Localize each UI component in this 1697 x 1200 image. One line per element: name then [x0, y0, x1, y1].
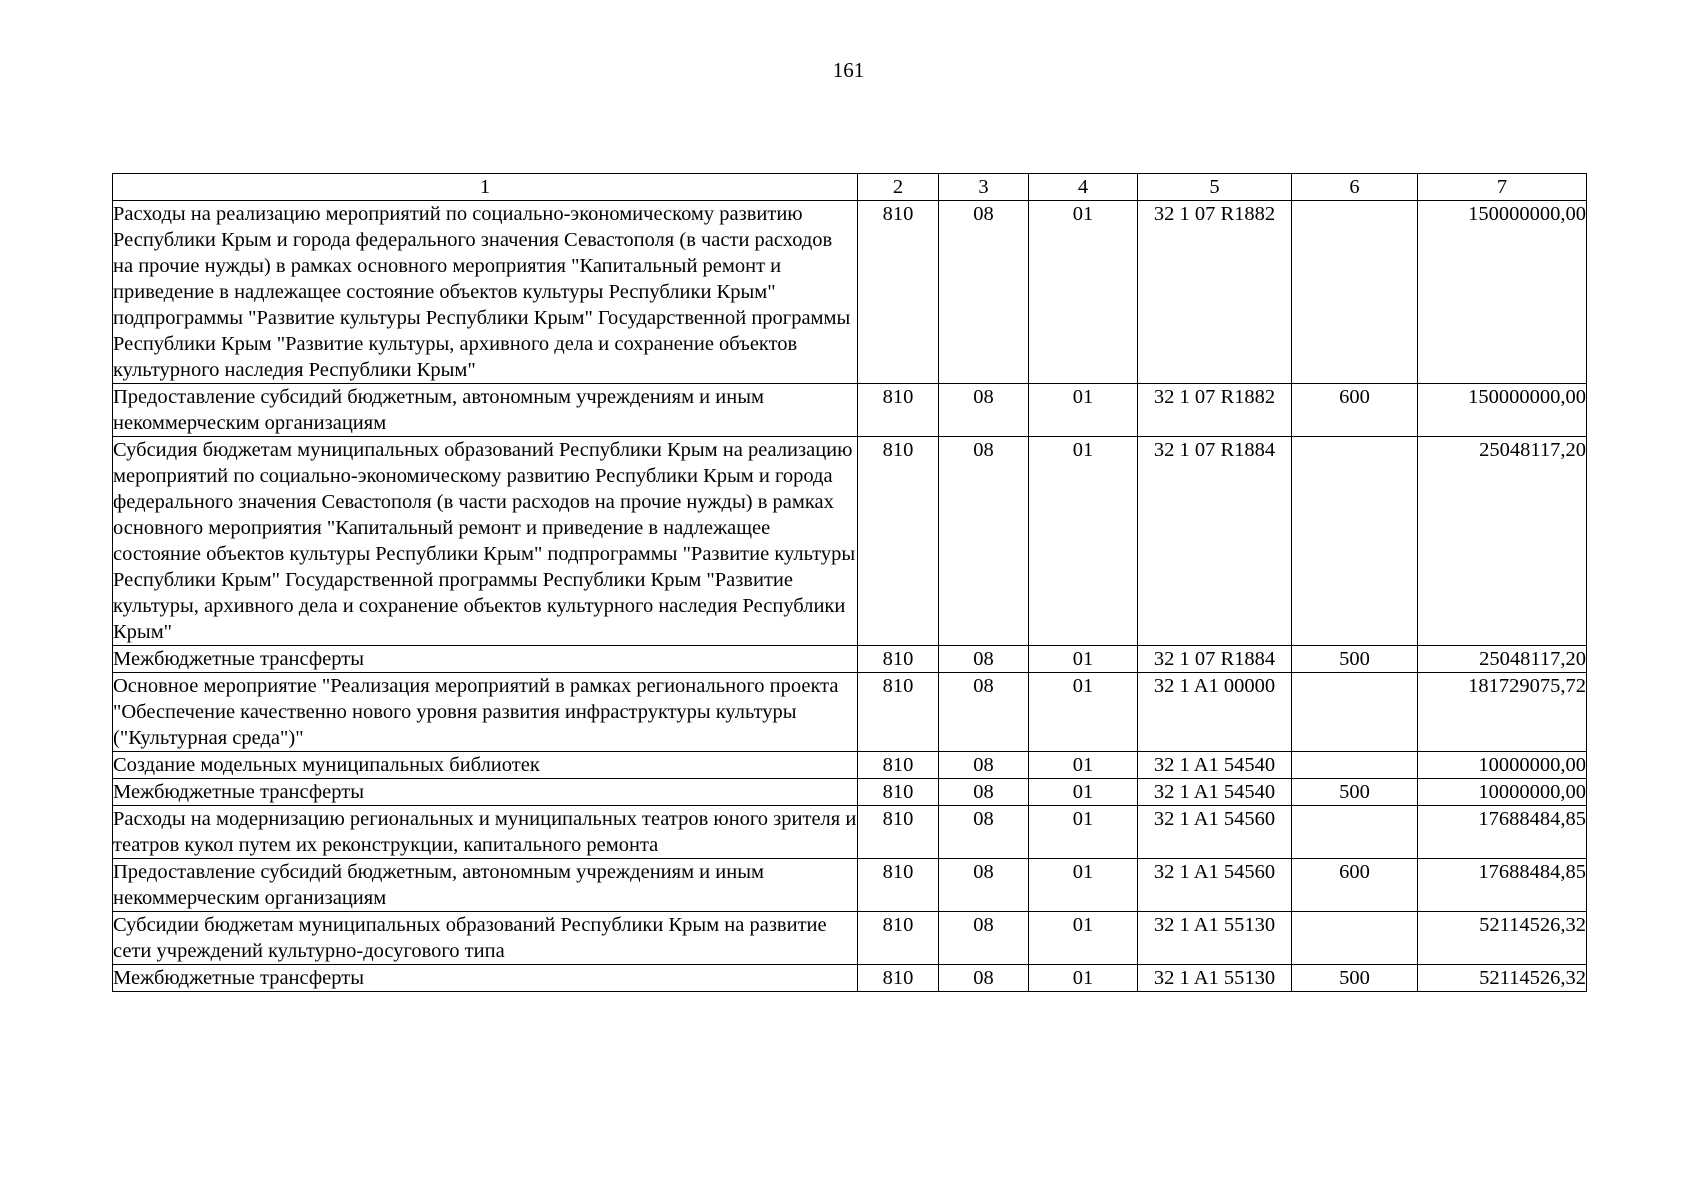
- row-col4: 01: [1029, 201, 1138, 384]
- row-col4: 01: [1029, 806, 1138, 859]
- row-col2: 810: [858, 673, 939, 752]
- table-row: [113, 752, 1587, 779]
- row-col4: 01: [1029, 646, 1138, 673]
- row-description: Основное мероприятие "Реализация мероприятий в рамках регионального проекта "Обеспечение качественно нового уровня развития инфраструктуры культуры ("Культурная среда")": [113, 673, 858, 752]
- row-col5: 32 1 07 R1882: [1138, 201, 1292, 384]
- row-col3: 08: [939, 859, 1029, 912]
- row-col6: 600: [1292, 384, 1418, 437]
- row-col2: 810: [858, 806, 939, 859]
- row-col2: 810: [858, 646, 939, 673]
- column-header-2: 2: [858, 174, 939, 201]
- row-description: Межбюджетные трансферты: [113, 779, 858, 806]
- row-col5: 32 1 A1 55130: [1138, 912, 1292, 965]
- row-col6: 600: [1292, 859, 1418, 912]
- row-col6: 500: [1292, 779, 1418, 806]
- row-description: Предоставление субсидий бюджетным, автономным учреждениям и иным некоммерческим организациям: [113, 384, 858, 437]
- row-col4: 01: [1029, 912, 1138, 965]
- column-header-5: 5: [1138, 174, 1292, 201]
- row-col2: 810: [858, 965, 939, 992]
- row-col5: 32 1 A1 00000: [1138, 673, 1292, 752]
- row-amount: 17688484,85: [1418, 806, 1587, 859]
- row-amount: 10000000,00: [1418, 752, 1587, 779]
- row-col2: 810: [858, 859, 939, 912]
- table-row: [113, 965, 1587, 992]
- row-description: Субсидия бюджетам муниципальных образований Республики Крым на реализацию мероприятий по социально-экономическому развитию Республики Крым и города федерального значения Севастополя (в части расходов на прочие нужды) в рамках основного мероприятия "Капитальный ремонт и приведение в надлежащее состояние объектов культуры Республики Крым" подпрограммы "Развитие культуры Республики Крым" Государственной программы Республики Крым "Развитие культуры, архивного дела и сохранение объектов культурного наследия Республики Крым": [113, 437, 858, 646]
- row-col3: 08: [939, 437, 1029, 646]
- row-amount: 17688484,85: [1418, 859, 1587, 912]
- row-description: Создание модельных муниципальных библиотек: [113, 752, 858, 779]
- table-row: [113, 859, 1587, 912]
- column-header-1: 1: [113, 174, 858, 201]
- row-amount: 52114526,32: [1418, 965, 1587, 992]
- row-col6: [1292, 673, 1418, 752]
- table-row: [113, 673, 1587, 752]
- table-row: [113, 779, 1587, 806]
- table-row: [113, 806, 1587, 859]
- row-col4: 01: [1029, 673, 1138, 752]
- row-col6: [1292, 806, 1418, 859]
- column-header-7: 7: [1418, 174, 1587, 201]
- row-col5: 32 1 A1 55130: [1138, 965, 1292, 992]
- row-col4: 01: [1029, 779, 1138, 806]
- row-col4: 01: [1029, 384, 1138, 437]
- table-row: [113, 912, 1587, 965]
- row-col3: 08: [939, 752, 1029, 779]
- row-col3: 08: [939, 646, 1029, 673]
- row-col6: [1292, 437, 1418, 646]
- row-col3: 08: [939, 673, 1029, 752]
- column-header-4: 4: [1029, 174, 1138, 201]
- row-col5: 32 1 07 R1882: [1138, 384, 1292, 437]
- row-description: Межбюджетные трансферты: [113, 965, 858, 992]
- row-col3: 08: [939, 384, 1029, 437]
- row-col6: 500: [1292, 646, 1418, 673]
- column-number-row: [113, 174, 1587, 201]
- row-col6: 500: [1292, 965, 1418, 992]
- row-col2: 810: [858, 752, 939, 779]
- row-amount: 150000000,00: [1418, 201, 1587, 384]
- row-amount: 25048117,20: [1418, 437, 1587, 646]
- row-description: Субсидии бюджетам муниципальных образований Республики Крым на развитие сети учреждений культурно-досугового типа: [113, 912, 858, 965]
- row-description: Предоставление субсидий бюджетным, автономным учреждениям и иным некоммерческим организациям: [113, 859, 858, 912]
- row-col2: 810: [858, 201, 939, 384]
- page-number: 161: [832, 58, 865, 82]
- row-amount: 10000000,00: [1418, 779, 1587, 806]
- table-row: [113, 201, 1587, 384]
- row-col3: 08: [939, 779, 1029, 806]
- row-col5: 32 1 07 R1884: [1138, 646, 1292, 673]
- table-row: [113, 646, 1587, 673]
- row-col6: [1292, 752, 1418, 779]
- column-header-3: 3: [939, 174, 1029, 201]
- row-col4: 01: [1029, 859, 1138, 912]
- table-row: [113, 384, 1587, 437]
- row-amount: 150000000,00: [1418, 384, 1587, 437]
- row-amount: 25048117,20: [1418, 646, 1587, 673]
- row-col3: 08: [939, 201, 1029, 384]
- row-col2: 810: [858, 437, 939, 646]
- row-col3: 08: [939, 965, 1029, 992]
- row-col4: 01: [1029, 752, 1138, 779]
- table-row: [113, 437, 1587, 646]
- row-description: Межбюджетные трансферты: [113, 646, 858, 673]
- row-col4: 01: [1029, 437, 1138, 646]
- row-amount: 52114526,32: [1418, 912, 1587, 965]
- row-col5: 32 1 07 R1884: [1138, 437, 1292, 646]
- row-col6: [1292, 201, 1418, 384]
- row-col5: 32 1 A1 54540: [1138, 779, 1292, 806]
- row-col5: 32 1 A1 54560: [1138, 859, 1292, 912]
- column-header-6: 6: [1292, 174, 1418, 201]
- row-col2: 810: [858, 779, 939, 806]
- row-col3: 08: [939, 806, 1029, 859]
- row-col5: 32 1 A1 54560: [1138, 806, 1292, 859]
- row-description: Расходы на модернизацию региональных и муниципальных театров юного зрителя и театров кукол путем их реконструкции, капитального ремонта: [113, 806, 858, 859]
- row-col2: 810: [858, 384, 939, 437]
- row-col6: [1292, 912, 1418, 965]
- row-amount: 181729075,72: [1418, 673, 1587, 752]
- row-col3: 08: [939, 912, 1029, 965]
- row-description: Расходы на реализацию мероприятий по социально-экономическому развитию Республики Крым и города федерального значения Севастополя (в части расходов на прочие нужды) в рамках основного мероприятия "Капитальный ремонт и приведение в надлежащее состояние объектов культуры Республики Крым" подпрограммы "Развитие культуры Республики Крым" Государственной программы Республики Крым "Развитие культуры, архивного дела и сохранение объектов культурного наследия Республики Крым": [113, 201, 858, 384]
- row-col2: 810: [858, 912, 939, 965]
- budget-table: [112, 173, 1587, 992]
- row-col4: 01: [1029, 965, 1138, 992]
- row-col5: 32 1 A1 54540: [1138, 752, 1292, 779]
